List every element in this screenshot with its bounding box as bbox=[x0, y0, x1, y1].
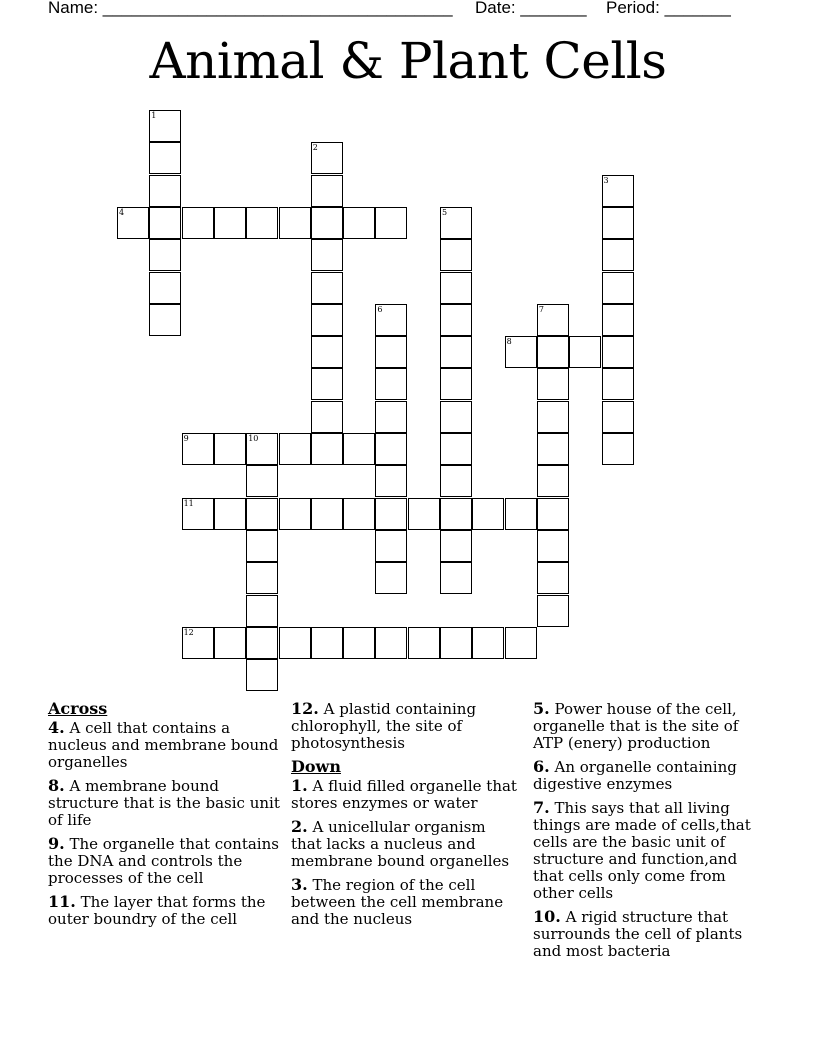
clue-down-10: 10. A rigid structure that surrounds the cell of plants and most bacteria bbox=[533, 907, 743, 960]
crossword-cell[interactable] bbox=[343, 207, 375, 239]
crossword-cell[interactable] bbox=[537, 465, 569, 497]
crossword-cell[interactable] bbox=[149, 207, 181, 239]
crossword-cell[interactable] bbox=[602, 368, 634, 400]
clues-column-2 bbox=[291, 700, 519, 934]
crossword-cell[interactable] bbox=[214, 207, 246, 239]
clue-down-5: 5. Power house of the cell, organelle that is the site of ATP (enery) production bbox=[533, 699, 739, 752]
crossword-cell[interactable] bbox=[602, 239, 634, 271]
crossword-cell[interactable] bbox=[440, 304, 472, 336]
crossword-cell[interactable] bbox=[149, 304, 181, 336]
crossword-cell[interactable] bbox=[311, 239, 343, 271]
crossword-cell[interactable] bbox=[440, 530, 472, 562]
crossword-cell[interactable] bbox=[149, 239, 181, 271]
crossword-cell[interactable] bbox=[246, 627, 278, 659]
crossword-cell[interactable] bbox=[246, 530, 278, 562]
crossword-cell[interactable] bbox=[279, 627, 311, 659]
clue-number: 12 bbox=[183, 627, 194, 637]
crossword-cell[interactable] bbox=[246, 562, 278, 594]
clue-number: 3 bbox=[603, 175, 609, 185]
crossword-cell[interactable] bbox=[375, 368, 407, 400]
crossword-cell[interactable] bbox=[537, 433, 569, 465]
crossword-cell[interactable] bbox=[537, 336, 569, 368]
crossword-cell[interactable] bbox=[246, 207, 278, 239]
clue-across-12: 12. A plastid containing chlorophyll, the site of photosynthesis bbox=[291, 699, 477, 752]
crossword-cell[interactable] bbox=[311, 336, 343, 368]
crossword-cell[interactable] bbox=[311, 207, 343, 239]
crossword-cell[interactable] bbox=[602, 401, 634, 433]
crossword-cell[interactable] bbox=[440, 272, 472, 304]
crossword-cell[interactable] bbox=[505, 627, 537, 659]
crossword-cell[interactable] bbox=[537, 401, 569, 433]
clue-across-8: 8. A membrane bound structure that is the basic unit of life bbox=[48, 776, 280, 829]
crossword-cell[interactable] bbox=[214, 498, 246, 530]
crossword-cell[interactable] bbox=[279, 498, 311, 530]
clue-number: 1 bbox=[151, 111, 157, 120]
crossword-cell[interactable] bbox=[311, 433, 343, 465]
crossword-cell[interactable] bbox=[182, 498, 214, 530]
crossword-cell[interactable] bbox=[569, 336, 601, 368]
crossword-cell[interactable] bbox=[408, 498, 440, 530]
crossword-cell[interactable] bbox=[214, 433, 246, 465]
crossword-cell[interactable] bbox=[472, 627, 504, 659]
crossword-cell[interactable] bbox=[246, 433, 278, 465]
crossword-cell[interactable] bbox=[343, 498, 375, 530]
crossword-cell[interactable] bbox=[311, 272, 343, 304]
crossword-cell[interactable] bbox=[375, 207, 407, 239]
crossword-cell[interactable] bbox=[375, 627, 407, 659]
down-heading: Down bbox=[291, 757, 341, 776]
crossword-cell[interactable] bbox=[440, 368, 472, 400]
crossword-cell[interactable] bbox=[311, 627, 343, 659]
clues-column-3 bbox=[533, 700, 763, 966]
crossword-cell[interactable] bbox=[311, 304, 343, 336]
crossword-cell[interactable] bbox=[440, 207, 472, 239]
crossword-cell[interactable] bbox=[311, 401, 343, 433]
crossword-cell[interactable] bbox=[311, 368, 343, 400]
crossword-cell[interactable] bbox=[214, 627, 246, 659]
crossword-cell[interactable] bbox=[182, 627, 214, 659]
crossword-cell[interactable] bbox=[311, 498, 343, 530]
crossword-cell[interactable] bbox=[311, 175, 343, 207]
crossword-cell[interactable] bbox=[279, 207, 311, 239]
crossword-cell[interactable] bbox=[343, 627, 375, 659]
clue-number: 6 bbox=[377, 304, 383, 314]
crossword-cell[interactable] bbox=[440, 465, 472, 497]
crossword-cell[interactable] bbox=[440, 498, 472, 530]
clue-number: 10 bbox=[248, 434, 259, 443]
crossword-cell[interactable] bbox=[440, 336, 472, 368]
crossword-cell[interactable] bbox=[537, 368, 569, 400]
crossword-cell[interactable] bbox=[440, 433, 472, 465]
date-field: Date: _______ bbox=[475, 0, 587, 17]
clue-down-3: 3. The region of the cell between the cell membrane and the nucleus bbox=[291, 875, 504, 928]
crossword-cell[interactable] bbox=[343, 433, 375, 465]
crossword-cell[interactable] bbox=[246, 595, 278, 627]
clue-down-7: 7. This says that all living things are made of cells,that cells are the basic unit of structure and function,and that cells only come from other cells bbox=[533, 798, 751, 902]
crossword-cell[interactable] bbox=[375, 433, 407, 465]
crossword-cell[interactable] bbox=[602, 175, 634, 207]
crossword-cell[interactable] bbox=[246, 659, 278, 691]
crossword-cell[interactable] bbox=[537, 595, 569, 627]
crossword-cell[interactable] bbox=[440, 401, 472, 433]
crossword-cell[interactable] bbox=[375, 530, 407, 562]
crossword-cell[interactable] bbox=[537, 498, 569, 530]
clues-column-1 bbox=[48, 700, 284, 934]
clue-across-11: 11. The layer that forms the outer boundry of the cell bbox=[48, 892, 266, 928]
crossword-cell[interactable] bbox=[440, 239, 472, 271]
page-title: Animal & Plant Cells bbox=[149, 32, 667, 90]
period-field: Period: _______ bbox=[606, 0, 731, 17]
crossword-cell[interactable] bbox=[602, 336, 634, 368]
crossword-cell[interactable] bbox=[182, 207, 214, 239]
crossword-cell[interactable] bbox=[149, 175, 181, 207]
crossword-cell[interactable] bbox=[149, 272, 181, 304]
clue-number: 5 bbox=[442, 207, 448, 217]
crossword-cell[interactable] bbox=[149, 110, 181, 142]
crossword-cell[interactable] bbox=[472, 498, 504, 530]
crossword-cell[interactable] bbox=[440, 562, 472, 594]
crossword-cell[interactable] bbox=[246, 465, 278, 497]
clue-down-1: 1. A fluid filled organelle that stores enzymes or water bbox=[291, 776, 517, 812]
crossword-cell[interactable] bbox=[246, 498, 278, 530]
crossword-cell[interactable] bbox=[602, 272, 634, 304]
crossword-cell[interactable] bbox=[602, 433, 634, 465]
crossword-cell[interactable] bbox=[408, 627, 440, 659]
clue-number: 8 bbox=[506, 337, 512, 347]
crossword-cell[interactable] bbox=[375, 465, 407, 497]
crossword-cell[interactable] bbox=[537, 530, 569, 562]
crossword-cell[interactable] bbox=[117, 207, 149, 239]
crossword-cell[interactable] bbox=[602, 304, 634, 336]
clue-number: 11 bbox=[183, 498, 194, 508]
clue-number: 4 bbox=[119, 207, 125, 217]
across-heading: Across bbox=[48, 699, 108, 718]
crossword-cell[interactable] bbox=[440, 627, 472, 659]
crossword-cell[interactable] bbox=[182, 433, 214, 465]
crossword-cell[interactable] bbox=[375, 304, 407, 336]
clue-number: 7 bbox=[538, 304, 544, 314]
clue-number: 2 bbox=[312, 143, 318, 153]
crossword-cell[interactable] bbox=[375, 336, 407, 368]
clue-across-9: 9. The organelle that contains the DNA and controls the processes of the cell bbox=[48, 834, 279, 887]
crossword-cell[interactable] bbox=[375, 401, 407, 433]
clue-down-2: 2. A unicellular organism that lacks a nucleus and membrane bound organelles bbox=[291, 817, 510, 870]
crossword-cell[interactable] bbox=[602, 207, 634, 239]
crossword-cell[interactable] bbox=[149, 142, 181, 174]
crossword-cell[interactable] bbox=[505, 336, 537, 368]
clue-across-4: 4. A cell that contains a nucleus and membrane bound organelles bbox=[48, 718, 279, 771]
clue-number: 9 bbox=[183, 434, 189, 443]
name-field: Name: _____________________________________ bbox=[48, 0, 453, 17]
crossword-cell[interactable] bbox=[375, 562, 407, 594]
crossword-cell[interactable] bbox=[537, 304, 569, 336]
clue-down-6: 6. An organelle containing digestive enzymes bbox=[533, 757, 737, 793]
crossword-cell[interactable] bbox=[311, 142, 343, 174]
crossword-cell[interactable] bbox=[537, 562, 569, 594]
crossword-cell[interactable] bbox=[375, 498, 407, 530]
crossword-cell[interactable] bbox=[279, 433, 311, 465]
crossword-cell[interactable] bbox=[505, 498, 537, 530]
